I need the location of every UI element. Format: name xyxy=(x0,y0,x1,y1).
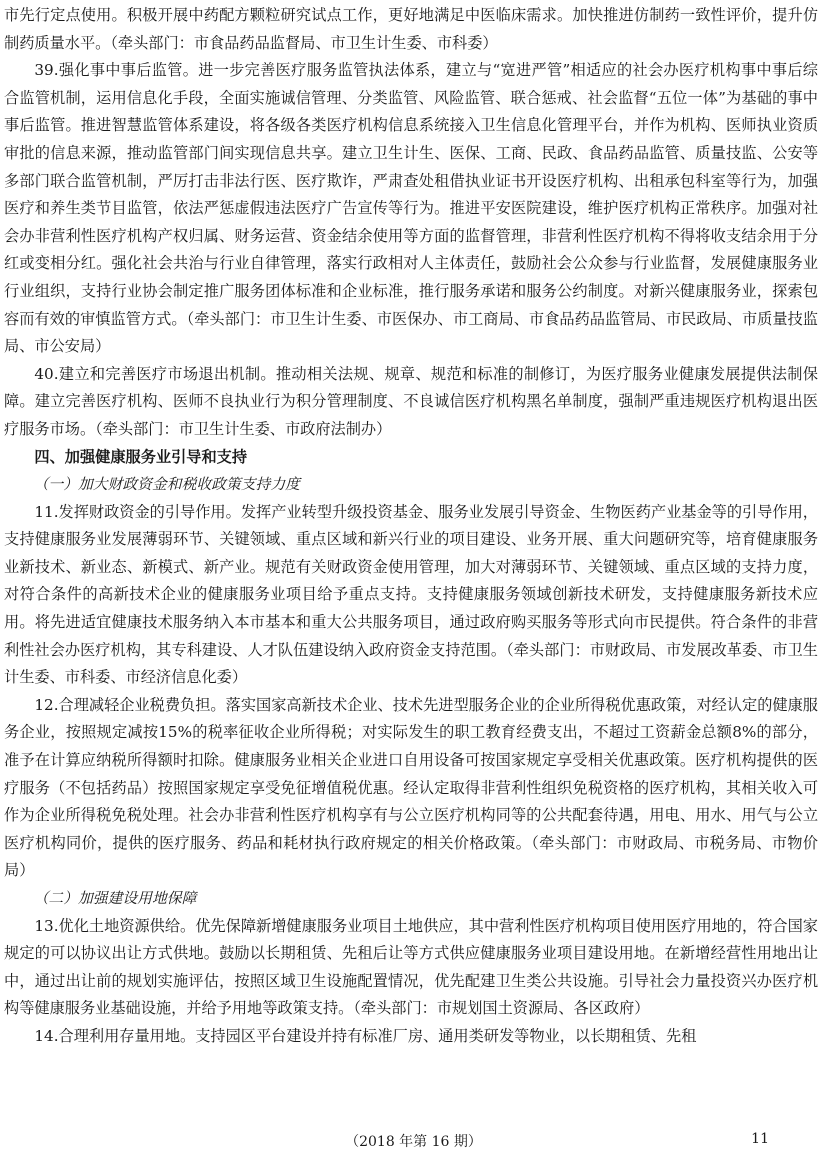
body-paragraph: 14.合理利用存量用地。支持园区平台建设并持有标准厂房、通用类研发等物业，以长期租赁、先租 xyxy=(34,1026,697,1045)
body-paragraph: 11.发挥财政资金的引导作用。发挥产业转型升级投资基金、服务业发展引导资金、生物医药产业基金等的引导作用，支持健康服务业发展薄弱环节、关键领域、重点区域和新兴行业的项目建设、业务开展、重大问题研究等，培育健康服务业新技术、新业态、新模式、新产业。规范有关财政资金使用管理，加大对薄弱环节、关键领域、重点区域的支持力度，对符合条件的高新技术企业的健康服务业项目给予重点支持。支持健康服务领域创新技术研发，支持健康服务新技术应用。将先进适宜健康技术服务纳入本市基本和重大公共服务项目，通过政府购买服务等形式向市民提供。符合条件的非营利性社会办医疗机构，其专科建设、人才队伍建设纳入政府资金支持范围。（牵头部门：市财政局、市发展改革委、市卫生计生委、市科委、市经济信息化委） xyxy=(4,502,818,687)
document-body xyxy=(4,2,818,1051)
page-number: 11 xyxy=(751,1131,769,1147)
body-paragraph: 40.建立和完善医疗市场退出机制。推动相关法规、规章、规范和标准的制修订，为医疗服务业健康发展提供法制保障。建立完善医疗机构、医师不良执业行为积分管理制度、不良诚信医疗机构黑名单制度，强制严重违规医疗机构退出医疗服务市场。（牵头部门：市卫生计生委、市政府法制办） xyxy=(4,364,818,438)
subsection-heading: （二）加强建设用地保障 xyxy=(33,890,197,907)
body-paragraph: 13.优化土地资源供给。优先保障新增健康服务业项目土地供应，其中营利性医疗机构项目使用医疗用地的，符合国家规定的可以协议出让方式供地。鼓励以长期租赁、先租后让等方式供应健康服务业项目建设用地。在新增经营性用地出让中，通过出让前的规划实施评估，按照区域卫生设施配置情况，优先配建卫生类公共设施。引导社会力量投资兴办医疗机构等健康服务业基础设施，并给予用地等政策支持。（牵头部门：市规划国土资源局、各区政府） xyxy=(4,916,818,1018)
body-paragraph: 12.合理减轻企业税费负担。落实国家高新技术企业、技术先进型服务企业的企业所得税优惠政策，对经认定的健康服务企业，按照规定减按15%的税率征收企业所得税；对实际发生的职工教育经费支出，不超过工资薪金总额8%的部分，准予在计算应纳税所得额时扣除。健康服务业相关企业进口自用设备可按国家规定享受相关优惠政策。医疗机构提供的医疗服务（不包括药品）按照国家规定享受免征增值税优惠。经认定取得非营利性组织免税资格的医疗机构，其相关收入可作为企业所得税免税处理。社会办非营利性医疗机构享有与公立医疗机构同等的公共配套待遇，用电、用水、用气与公立医疗机构同价，提供的医疗服务、药品和耗材执行政府规定的相关价格政策。（牵头部门：市财政局、市税务局、市物价局） xyxy=(4,695,818,880)
section-heading: 四、加强健康服务业引导和支持 xyxy=(34,447,248,466)
subsection-heading: （一）加大财政资金和税收政策支持力度 xyxy=(33,476,300,494)
issue-label: （2018 年第 16 期） xyxy=(345,1134,482,1150)
page-footer xyxy=(0,1131,827,1155)
body-paragraph: 市先行定点使用。积极开展中药配方颗粒研究试点工作，更好地满足中医临床需求。加快推进仿制药一致性评价，提升仿制药质量水平。（牵头部门：市食品药品监督局、市卫生计生委、市科委） xyxy=(4,6,818,52)
body-paragraph: 39.强化事中事后监管。进一步完善医疗服务监管执法体系，建立与“宽进严管”相适应的社会办医疗机构事中事后综合监管机制，运用信息化手段，全面实施诚信管理、分类监管、风险监管、联合惩戒、社会监督“五位一体”为基础的事中事后监管。推进智慧监管体系建设，将各级各类医疗机构信息系统接入卫生信息化管理平台，并作为机构、医师执业资质审批的信息来源，推动监管部门间实现信息共享。建立卫生计生、医保、工商、民政、食品药品监管、质量技监、公安等多部门联合监管机制，严厉打击非法行医、医疗欺诈，严肃查处租借执业证书开设医疗机构、出租承包科室等行为，加强医疗和养生类节目监管，依法严惩虚假违法医疗广告宣传等行为。推进平安医院建设，维护医疗机构正常秩序。加强对社会办非营利性医疗机构产权归属、财务运营、资金结余使用等方面的监督管理，非营利性医疗机构不得将收支结余用于分红或变相分红。强化社会共治与行业自律管理，落实行政相对人主体责任，鼓励社会公众参与行业监督，发展健康服务业行业组织，支持行业协会制定推广服务团体标准和企业标准，推行服务承诺和服务公约制度。对新兴健康服务业，探索包容而有效的审慎监管方式。（牵头部门：市卫生计生委、市医保办、市工商局、市食品药品监管局、市民政局、市质量技监局、市公安局） xyxy=(4,61,818,356)
